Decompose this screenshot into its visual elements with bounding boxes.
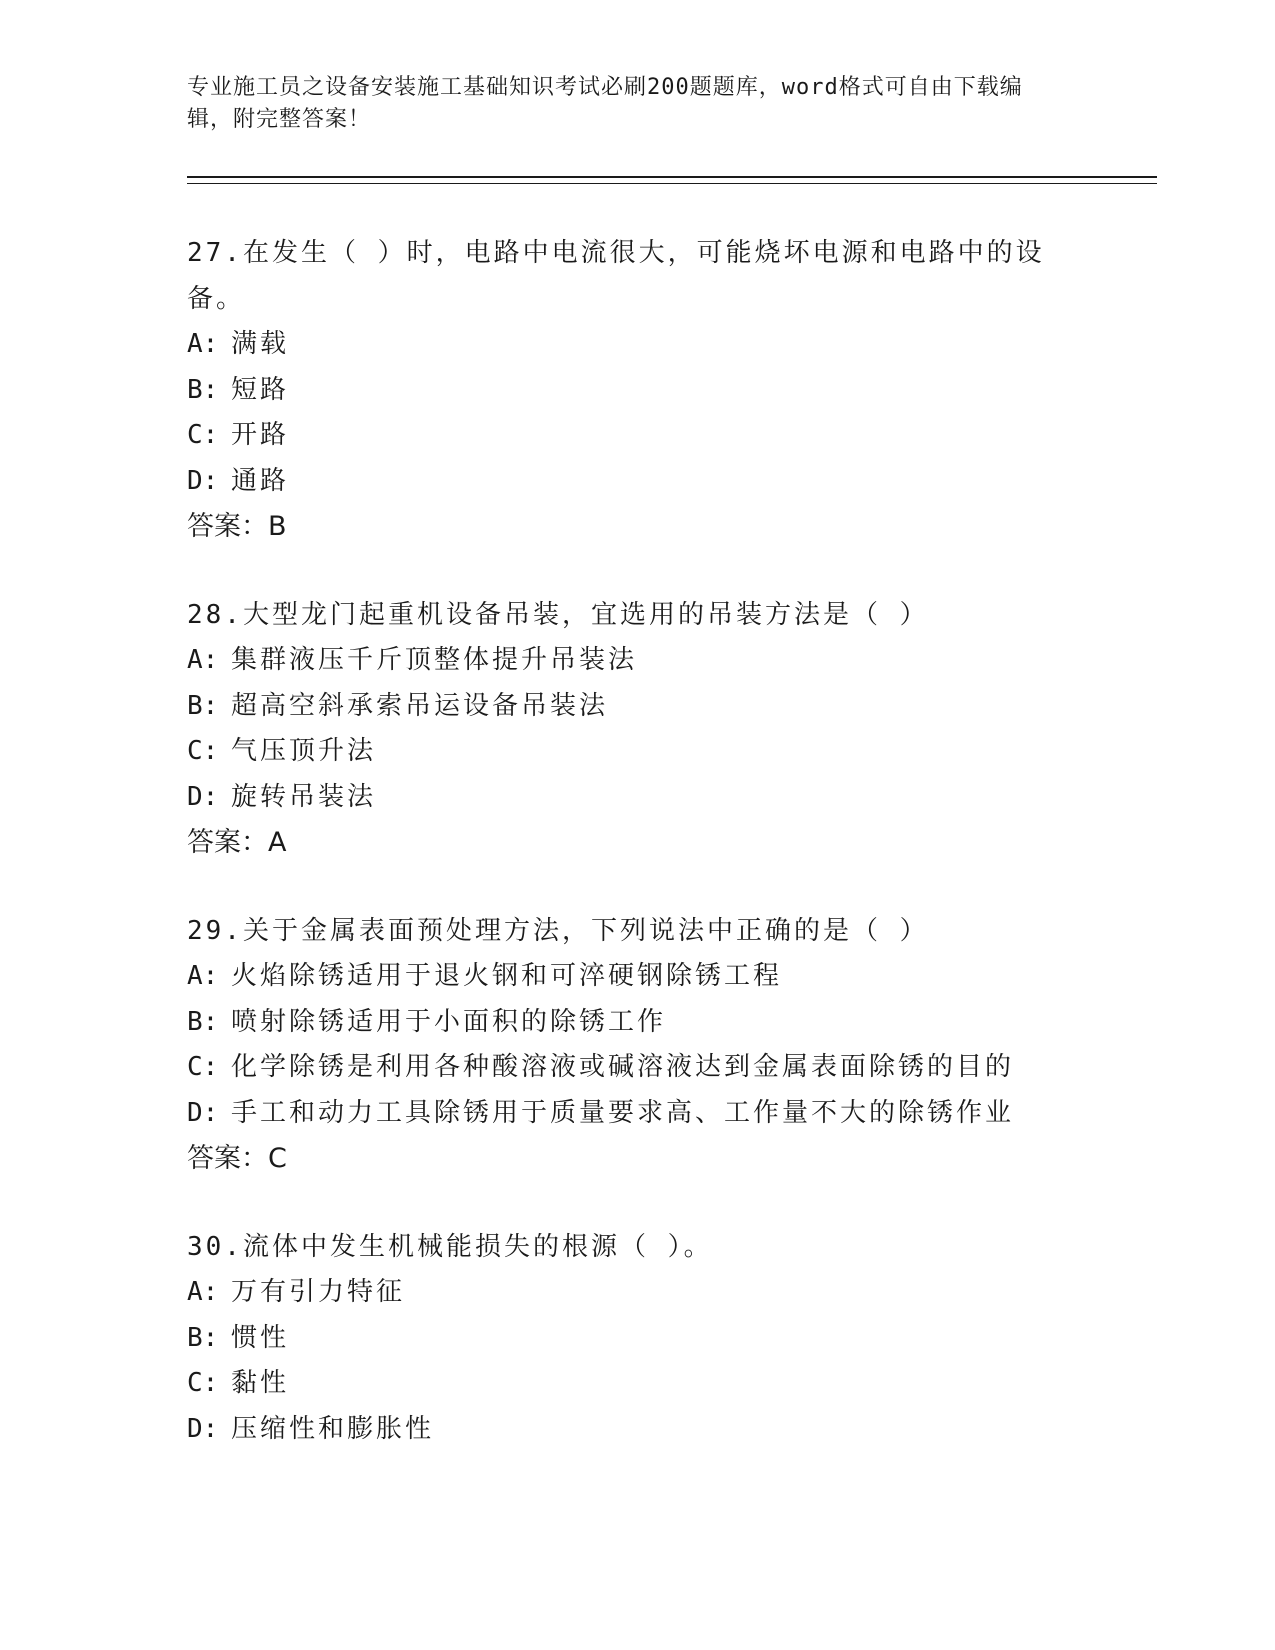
option-text: 手工和动力工具除锈用于质量要求高、工作量不大的除锈作业 <box>231 1097 1015 1128</box>
document-page <box>187 72 1157 1494</box>
option-letter: C: <box>187 736 219 766</box>
option-text: 火焰除锈适用于退火钢和可淬硬钢除锈工程 <box>231 961 783 991</box>
option-b <box>187 368 1157 414</box>
option-a <box>187 954 1157 1000</box>
answer-label: 答案：C <box>187 1143 287 1174</box>
option-letter: D: <box>187 465 219 496</box>
option-b <box>187 684 1157 730</box>
option-text: 开路 <box>231 420 290 450</box>
option-c <box>187 413 1157 459</box>
question-stem: 30.流体中发生机械能损失的根源（ ）。 <box>187 1232 713 1262</box>
answer-label: 答案：B <box>187 511 287 542</box>
question-stem: 28.大型龙门起重机设备吊装，宜选用的吊装方法是（ ） <box>187 600 929 630</box>
option-letter: B: <box>187 1006 219 1037</box>
option-c <box>187 1361 1157 1407</box>
option-letter: D: <box>187 1413 219 1444</box>
option-d <box>187 1407 1157 1453</box>
option-letter: C: <box>187 1368 219 1398</box>
option-text: 化学除锈是利用各种酸溶液或碱溶液达到金属表面除锈的目的 <box>231 1052 1015 1082</box>
option-text: 惯性 <box>231 1322 290 1353</box>
option-letter: B: <box>187 690 219 721</box>
question-28 <box>187 592 1157 866</box>
option-d <box>187 775 1157 821</box>
option-a <box>187 638 1157 684</box>
option-text: 旋转吊装法 <box>231 781 377 812</box>
option-letter: D: <box>187 1097 219 1128</box>
option-letter: C: <box>187 1052 219 1082</box>
option-letter: B: <box>187 1322 219 1353</box>
option-c <box>187 1045 1157 1091</box>
option-letter: A: <box>187 1277 219 1307</box>
option-letter: B: <box>187 374 219 405</box>
question-stem: 29.关于金属表面预处理方法，下列说法中正确的是（ ） <box>187 916 929 946</box>
answer-label: 答案：A <box>187 827 287 858</box>
option-d <box>187 459 1157 505</box>
option-text: 集群液压千斤顶整体提升吊装法 <box>231 645 638 675</box>
header-double-rule <box>187 176 1157 184</box>
option-d <box>187 1091 1157 1137</box>
question-list <box>187 230 1157 1452</box>
option-text: 黏性 <box>231 1368 290 1398</box>
option-text: 压缩性和膨胀性 <box>231 1413 435 1444</box>
option-text: 气压顶升法 <box>231 736 377 766</box>
option-text: 万有引力特征 <box>231 1277 406 1307</box>
question-30 <box>187 1224 1157 1452</box>
option-letter: A: <box>187 329 219 359</box>
option-b <box>187 1316 1157 1362</box>
option-text: 满载 <box>231 329 290 359</box>
option-text: 短路 <box>231 374 290 405</box>
question-27 <box>187 230 1157 550</box>
question-29 <box>187 908 1157 1182</box>
option-letter: C: <box>187 420 219 450</box>
option-text: 通路 <box>231 465 290 496</box>
document-header-title: 专业施工员之设备安装施工基础知识考试必刷200题题库，word格式可自由下载编辑，附完整答案！ <box>187 75 1023 132</box>
option-text: 喷射除锈适用于小面积的除锈工作 <box>231 1006 667 1037</box>
option-text: 超高空斜承索吊运设备吊装法 <box>231 690 609 721</box>
option-a <box>187 322 1157 368</box>
option-letter: D: <box>187 781 219 812</box>
option-letter: A: <box>187 645 219 675</box>
question-stem: 27.在发生（ ）时，电路中电流很大，可能烧坏电源和电路中的设备。 <box>187 238 1045 314</box>
option-b <box>187 1000 1157 1046</box>
option-c <box>187 729 1157 775</box>
option-letter: A: <box>187 961 219 991</box>
option-a <box>187 1270 1157 1316</box>
